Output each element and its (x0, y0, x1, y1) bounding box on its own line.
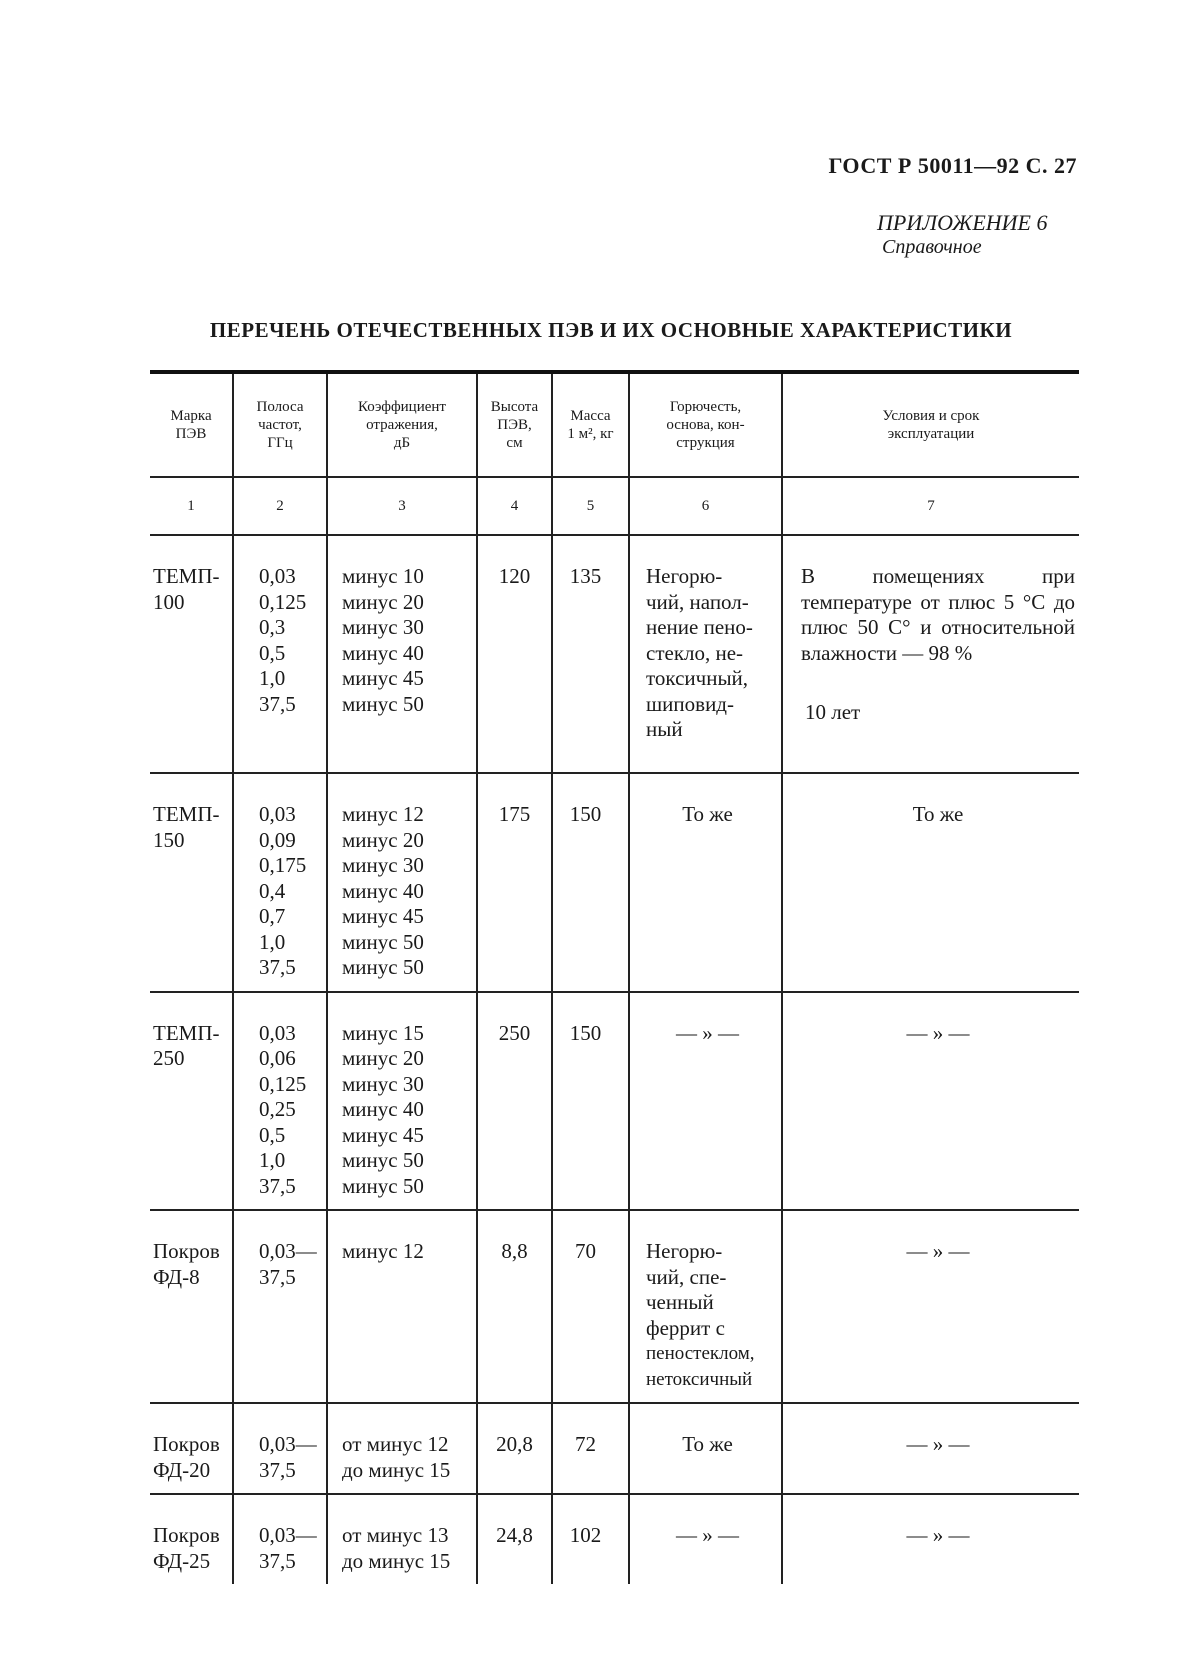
flammability-text (630, 1211, 781, 1402)
column-header-line: основа, кон- (666, 417, 745, 433)
reflection-cell (327, 1494, 477, 1584)
reflection-coefficient (328, 1404, 476, 1493)
reflection-value: минус 50 (342, 955, 424, 979)
column-header-line: струкция (676, 435, 735, 451)
column-number: 3 (327, 477, 477, 535)
mass-cell (552, 992, 629, 1211)
frequency-band-cell (233, 1403, 327, 1494)
frequency-value: 0,7 (259, 904, 286, 928)
reflection-cell (327, 535, 477, 773)
column-header-3 (327, 372, 477, 477)
frequency-value: 37,5 (259, 955, 296, 979)
flammability-line: чий, напол- (646, 589, 749, 614)
column-header-1 (150, 372, 233, 477)
flammability-cell (629, 535, 782, 773)
conditions-cell (782, 1210, 1079, 1403)
column-header-line: Горючесть, (669, 399, 742, 415)
brand (150, 993, 232, 1082)
frequency-band-cell (233, 535, 327, 773)
frequency-value: 37,5 (259, 1457, 296, 1482)
frequency-value: 0,09 (259, 827, 296, 852)
frequency-value: 0,175 (259, 853, 307, 877)
flammability-line: пеностеклом, (646, 1343, 755, 1364)
frequency-value: 0,5 (259, 640, 286, 665)
frequency-value: 0,3 (259, 615, 286, 639)
flammability-line: стекло, не- (646, 640, 744, 665)
frequency-value: 1,0 (259, 1148, 286, 1172)
flammability-cell (629, 1494, 782, 1584)
flammability-cell (629, 773, 782, 992)
conditions-text: — » — (906, 1239, 970, 1263)
reflection-cell (327, 1210, 477, 1403)
conditions-cell (782, 1494, 1079, 1584)
column-number: 4 (477, 477, 552, 535)
conditions-text: — » — (906, 1432, 970, 1456)
reflection-value: минус 20 (342, 1046, 424, 1070)
reflection-value: минус 50 (342, 1148, 424, 1172)
mass-value: 150 (569, 1020, 602, 1045)
brand-line: ТЕМП- (153, 802, 220, 826)
flammability-cell (629, 1210, 782, 1403)
column-header-line: Масса (570, 408, 611, 424)
frequency-band (234, 1495, 326, 1584)
reflection-value: минус 45 (342, 666, 424, 690)
table-row (150, 992, 1079, 1211)
frequency-band-cell (233, 992, 327, 1211)
height-value: 120 (498, 564, 531, 588)
mass-value: 72 (575, 1432, 596, 1456)
mass-cell (552, 535, 629, 773)
brand-cell (150, 1494, 233, 1584)
reflection-coefficient (328, 536, 476, 727)
mass-value: 70 (575, 1239, 596, 1263)
column-header-line: ПЭВ, (497, 417, 532, 433)
flammability-line: шиповид- (646, 691, 734, 716)
reflection-value: минус 50 (342, 691, 424, 716)
reflection-value: минус 40 (342, 640, 424, 665)
page-title: ПЕРЕЧЕНЬ ОТЕЧЕСТВЕННЫХ ПЭВ И ИХ ОСНОВНЫЕ ХАРАКТЕРИСТИКИ (209, 318, 1013, 342)
height-cell (477, 1210, 552, 1403)
frequency-band (234, 993, 326, 1210)
frequency-band (234, 536, 326, 727)
conditions-cell (782, 1403, 1079, 1494)
brand-line: ФД-8 (153, 1264, 200, 1289)
reflection-value: минус 20 (342, 827, 424, 852)
appendix-number: ПРИЛОЖЕНИЕ 6 (877, 210, 1048, 235)
frequency-value: 37,5 (259, 1173, 296, 1198)
table-row (150, 1494, 1079, 1584)
reflection-value: минус 30 (342, 1071, 424, 1096)
reflection-value: минус 30 (342, 615, 424, 639)
column-number: 6 (629, 477, 782, 535)
frequency-band (234, 774, 326, 991)
frequency-value: 0,03 (259, 802, 296, 826)
reflection-value: минус 12 (342, 802, 424, 826)
column-header-2 (233, 372, 327, 477)
flammability-line: ченный (646, 1290, 714, 1314)
column-header-line: см (506, 435, 523, 451)
frequency-value: 0,125 (259, 589, 307, 614)
conditions-text: — » — (906, 1523, 970, 1547)
reflection-value: минус 40 (342, 878, 424, 903)
flammability-text: То же (682, 1432, 733, 1456)
frequency-band (234, 1404, 326, 1493)
column-header-line: Высота (490, 399, 539, 415)
column-number: 5 (552, 477, 629, 535)
brand-line: Покров (153, 1432, 220, 1456)
table-row (150, 1210, 1079, 1403)
column-header-line: Условия и срок (882, 408, 980, 424)
column-header-line: Полоса (256, 399, 304, 415)
column-header-line: эксплуатации (887, 426, 975, 442)
appendix-type: Справочное (882, 236, 982, 258)
reflection-cell (327, 1403, 477, 1494)
flammability-line: чий, спе- (646, 1264, 727, 1289)
frequency-value: 0,03— (259, 1523, 317, 1547)
frequency-band (234, 1211, 326, 1300)
mass-value: 150 (569, 802, 602, 826)
flammability-line: Негорю- (646, 1239, 723, 1263)
reflection-value: до минус 15 (342, 1548, 451, 1573)
column-header-line: ПЭВ (175, 426, 207, 442)
reflection-value: минус 30 (342, 853, 424, 877)
column-header-6 (629, 372, 782, 477)
reflection-coefficient (328, 993, 476, 1210)
reflection-value: от минус 13 (342, 1523, 449, 1547)
frequency-value: 37,5 (259, 1264, 296, 1289)
height-cell (477, 1403, 552, 1494)
frequency-value: 0,03— (259, 1432, 317, 1456)
frequency-band-cell (233, 1210, 327, 1403)
height-cell (477, 1494, 552, 1584)
flammability-line: нение пено- (646, 615, 753, 639)
height-value: 20,8 (496, 1432, 533, 1456)
flammability-text: То же (682, 802, 733, 826)
column-number-row (150, 477, 1079, 535)
flammability-line: токсичный, (646, 666, 749, 690)
reflection-value: минус 45 (342, 904, 424, 928)
reflection-value: минус 10 (342, 564, 424, 588)
column-header-line: ГГц (267, 435, 293, 451)
brand-line: ТЕМП- (153, 1020, 220, 1045)
mass-cell (552, 1210, 629, 1403)
brand (150, 1211, 232, 1300)
frequency-value: 1,0 (259, 666, 286, 690)
column-header-line: Коэффициент (358, 399, 446, 415)
frequency-value: 1,0 (259, 929, 286, 954)
mass-value: 135 (569, 564, 602, 588)
conditions-text: То же (912, 802, 964, 826)
reflection-cell (327, 992, 477, 1211)
frequency-value: 37,5 (259, 691, 296, 716)
mass-cell (552, 1403, 629, 1494)
service-term: 10 лет (805, 700, 861, 724)
frequency-value: 0,4 (259, 878, 286, 903)
brand-line: Покров (153, 1523, 220, 1547)
column-header-line: 1 м², кг (567, 426, 614, 442)
brand (150, 774, 232, 863)
frequency-band-cell (233, 773, 327, 992)
column-header-7 (782, 372, 1079, 477)
frequency-value: 0,03 (259, 1020, 296, 1045)
flammability-line: феррит с (646, 1315, 725, 1340)
flammability-text: — » — (676, 1020, 739, 1045)
flammability-text: — » — (676, 1523, 739, 1547)
flammability-line: ный (646, 717, 683, 741)
frequency-value: 0,06 (259, 1046, 296, 1070)
mass-cell (552, 1494, 629, 1584)
reflection-value: минус 20 (342, 589, 424, 614)
brand-line: ФД-20 (153, 1457, 211, 1482)
reflection-value: минус 50 (342, 1173, 424, 1198)
flammability-line: нетоксичный (646, 1368, 753, 1390)
brand-cell (150, 992, 233, 1211)
reflection-value: минус 15 (342, 1020, 424, 1045)
column-number: 1 (150, 477, 233, 535)
brand-line: ТЕМП- (153, 564, 220, 588)
flammability-cell (629, 992, 782, 1211)
column-number: 2 (233, 477, 327, 535)
frequency-value: 0,5 (259, 1122, 286, 1147)
reflection-value: до минус 15 (342, 1457, 451, 1482)
flammability-text (630, 536, 781, 753)
brand-cell (150, 1210, 233, 1403)
height-cell (477, 992, 552, 1211)
mass-value: 102 (569, 1523, 602, 1547)
brand-line: 250 (153, 1046, 185, 1070)
height-value: 175 (498, 802, 531, 826)
frequency-band-cell (233, 1494, 327, 1584)
brand-cell (150, 773, 233, 992)
conditions-cell (782, 773, 1079, 992)
brand (150, 1495, 232, 1584)
reflection-value: минус 40 (342, 1097, 424, 1121)
brand-line: 150 (153, 827, 185, 852)
column-header-4 (477, 372, 552, 477)
brand-cell (150, 1403, 233, 1494)
column-header-line: отражения, (366, 417, 438, 433)
table-row (150, 773, 1079, 992)
brand-line: 100 (153, 589, 185, 614)
conditions-cell (782, 992, 1079, 1211)
document-code: ГОСТ Р 50011—92 С. 27 (828, 153, 1077, 178)
column-header-5 (552, 372, 629, 477)
height-value: 8,8 (501, 1239, 528, 1263)
appendix-label (877, 210, 1077, 259)
frequency-value: 37,5 (259, 1548, 296, 1573)
brand-cell (150, 535, 233, 773)
height-cell (477, 535, 552, 773)
reflection-coefficient (328, 774, 476, 991)
brand-line: Покров (153, 1239, 220, 1263)
reflection-cell (327, 773, 477, 992)
frequency-value: 0,03— (259, 1239, 317, 1263)
brand (150, 536, 232, 625)
brand-line: ФД-25 (153, 1548, 211, 1573)
reflection-value: минус 50 (342, 929, 424, 954)
reflection-coefficient (328, 1211, 476, 1275)
column-header-line: дБ (393, 435, 411, 451)
characteristics-table (150, 370, 1079, 1584)
conditions-cell (782, 535, 1079, 773)
brand (150, 1404, 232, 1493)
flammability-line: Негорю- (646, 564, 723, 588)
table-header-row (150, 372, 1079, 477)
frequency-value: 0,25 (259, 1097, 296, 1121)
flammability-cell (629, 1403, 782, 1494)
mass-cell (552, 773, 629, 992)
table-row (150, 1403, 1079, 1494)
column-header-line: Марка (170, 408, 212, 424)
reflection-coefficient (328, 1495, 476, 1584)
column-header-line: частот, (258, 417, 302, 433)
conditions-text: — » — (906, 1020, 970, 1045)
column-number: 7 (782, 477, 1079, 535)
table-row (150, 535, 1079, 773)
height-value: 250 (498, 1020, 531, 1045)
reflection-value: от минус 12 (342, 1432, 449, 1456)
reflection-value: минус 12 (342, 1239, 424, 1263)
height-cell (477, 773, 552, 992)
frequency-value: 0,03 (259, 564, 296, 588)
conditions-text: В помещениях при температуре от плюс 5 °С до плюс 50 С° и относительной влажности — 98 % (801, 564, 1075, 665)
reflection-value: минус 45 (342, 1122, 424, 1147)
frequency-value: 0,125 (259, 1071, 307, 1096)
height-value: 24,8 (496, 1523, 533, 1547)
